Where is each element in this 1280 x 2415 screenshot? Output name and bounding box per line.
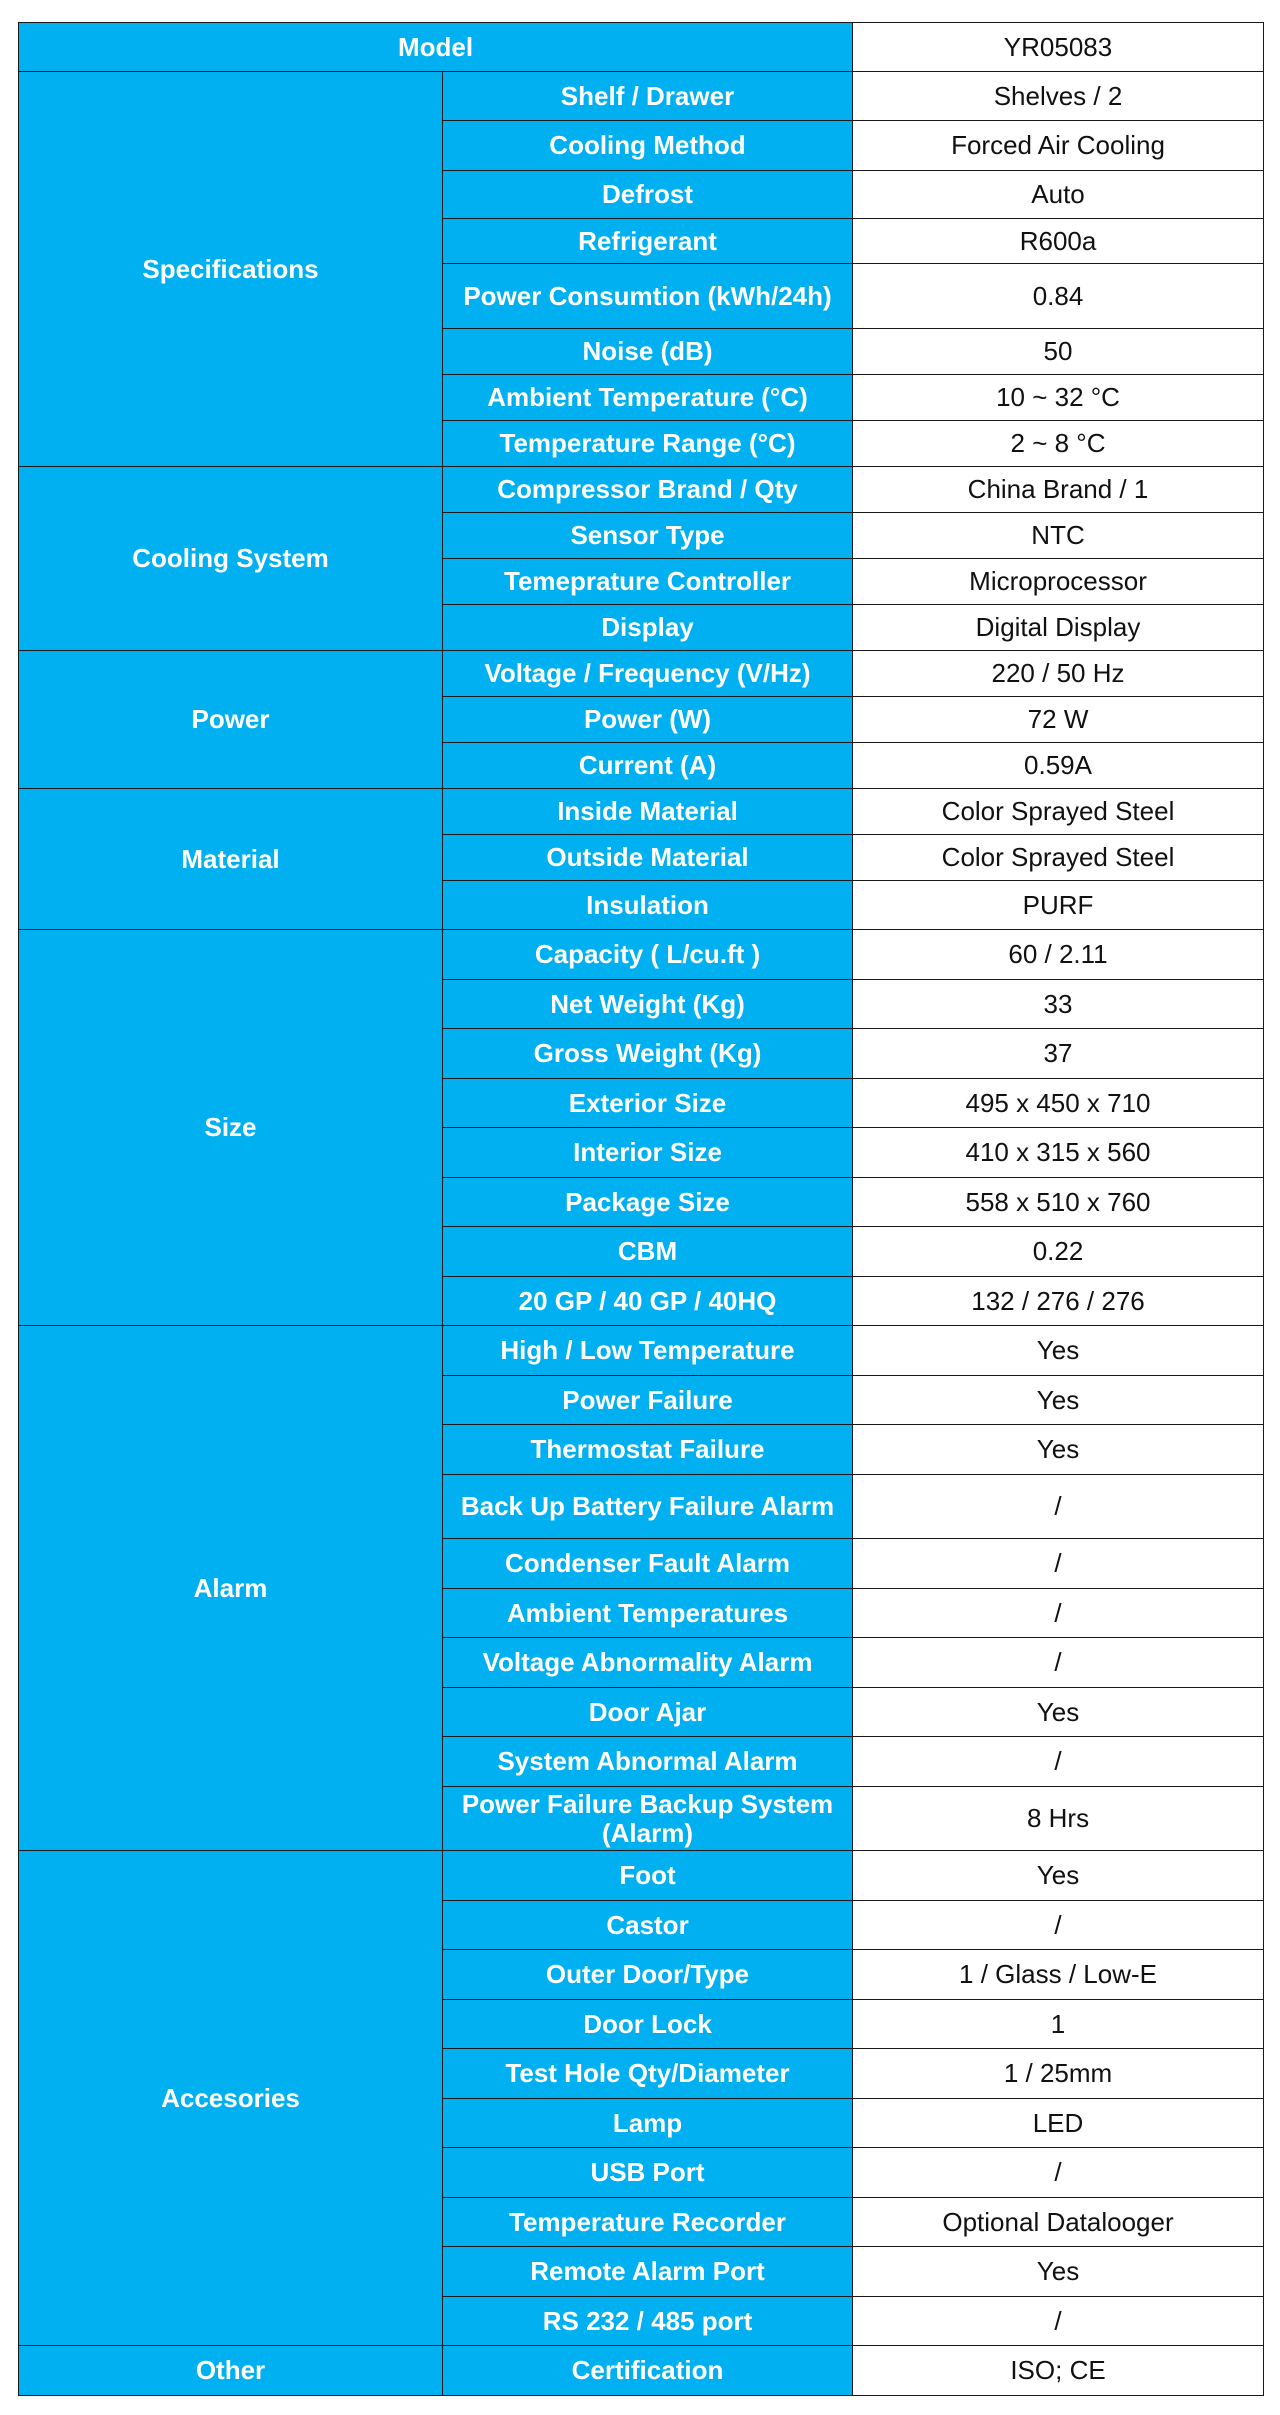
attribute-cell: Back Up Battery Failure Alarm [443, 1475, 853, 1539]
attribute-cell: Door Ajar [443, 1688, 853, 1737]
value-cell: 1 / Glass / Low-E [853, 1950, 1264, 2000]
value-cell: 558 x 510 x 760 [853, 1178, 1264, 1227]
attribute-cell: Inside Material [443, 789, 853, 835]
value-cell: China Brand / 1 [853, 467, 1264, 513]
value-cell: / [853, 2297, 1264, 2346]
attribute-cell: Temperature Recorder [443, 2198, 853, 2247]
spec-row [19, 1326, 1264, 1376]
value-cell: 1 [853, 2000, 1264, 2049]
value-cell: 220 / 50 Hz [853, 651, 1264, 697]
spec-row [19, 2346, 1264, 2396]
value-cell: R600a [853, 219, 1264, 264]
attribute-cell: Ambient Temperatures [443, 1589, 853, 1638]
model-row [19, 23, 1264, 72]
attribute-cell: Power Consumtion (kWh/24h) [443, 264, 853, 329]
model-value: YR05083 [853, 23, 1264, 72]
spec-row [19, 789, 1264, 835]
attribute-cell: Castor [443, 1901, 853, 1950]
attribute-cell: Remote Alarm Port [443, 2247, 853, 2297]
attribute-cell: Voltage Abnormality Alarm [443, 1638, 853, 1688]
category-cell: Other [19, 2346, 443, 2396]
attribute-cell: Compressor Brand / Qty [443, 467, 853, 513]
model-label: Model [19, 23, 853, 72]
spec-row [19, 651, 1264, 697]
spec-row [19, 72, 1264, 121]
attribute-cell: Gross Weight (Kg) [443, 1029, 853, 1079]
attribute-cell: Outside Material [443, 835, 853, 881]
value-cell: / [853, 2148, 1264, 2198]
value-cell: Yes [853, 2247, 1264, 2297]
value-cell: Digital Display [853, 605, 1264, 651]
value-cell: 495 x 450 x 710 [853, 1079, 1264, 1128]
value-cell: 0.22 [853, 1227, 1264, 1277]
value-cell: Yes [853, 1851, 1264, 1901]
attribute-cell: Exterior Size [443, 1079, 853, 1128]
value-cell: ISO; CE [853, 2346, 1264, 2396]
attribute-cell: Foot [443, 1851, 853, 1901]
value-cell: 37 [853, 1029, 1264, 1079]
value-cell: / [853, 1737, 1264, 1787]
value-cell: / [853, 1475, 1264, 1539]
spec-table [18, 22, 1264, 2396]
attribute-cell: Refrigerant [443, 219, 853, 264]
value-cell: PURF [853, 881, 1264, 930]
attribute-cell: Lamp [443, 2099, 853, 2148]
attribute-cell: CBM [443, 1227, 853, 1277]
attribute-cell: System Abnormal Alarm [443, 1737, 853, 1787]
value-cell: / [853, 1589, 1264, 1638]
attribute-cell: Interior Size [443, 1128, 853, 1178]
spec-row [19, 930, 1264, 980]
value-cell: Microprocessor [853, 559, 1264, 605]
attribute-cell: 20 GP / 40 GP / 40HQ [443, 1277, 853, 1326]
value-cell: 1 / 25mm [853, 2049, 1264, 2099]
value-cell: 33 [853, 980, 1264, 1029]
attribute-cell: Sensor Type [443, 513, 853, 559]
value-cell: Forced Air Cooling [853, 121, 1264, 171]
value-cell: Yes [853, 1326, 1264, 1376]
attribute-cell: Outer Door/Type [443, 1950, 853, 2000]
category-cell: Material [19, 789, 443, 930]
value-cell: 132 / 276 / 276 [853, 1277, 1264, 1326]
value-cell: / [853, 1901, 1264, 1950]
attribute-cell: Shelf / Drawer [443, 72, 853, 121]
attribute-cell: Door Lock [443, 2000, 853, 2049]
attribute-cell: Net Weight (Kg) [443, 980, 853, 1029]
value-cell: 10 ~ 32 °C [853, 375, 1264, 421]
category-cell: Accesories [19, 1851, 443, 2346]
attribute-cell: Temperature Range (°C) [443, 421, 853, 467]
value-cell: / [853, 1638, 1264, 1688]
attribute-cell: Cooling Method [443, 121, 853, 171]
category-cell: Power [19, 651, 443, 789]
attribute-cell: Power (W) [443, 697, 853, 743]
category-cell: Size [19, 930, 443, 1326]
value-cell: 8 Hrs [853, 1787, 1264, 1851]
value-cell: Color Sprayed Steel [853, 835, 1264, 881]
category-cell: Cooling System [19, 467, 443, 651]
value-cell: 410 x 315 x 560 [853, 1128, 1264, 1178]
attribute-cell: Power Failure Backup System (Alarm) [443, 1787, 853, 1851]
attribute-cell: Package Size [443, 1178, 853, 1227]
attribute-cell: Ambient Temperature (°C) [443, 375, 853, 421]
attribute-cell: High / Low Temperature [443, 1326, 853, 1376]
attribute-cell: Test Hole Qty/Diameter [443, 2049, 853, 2099]
spec-table-body [19, 23, 1264, 2396]
attribute-cell: Defrost [443, 171, 853, 219]
spec-row [19, 467, 1264, 513]
value-cell: Color Sprayed Steel [853, 789, 1264, 835]
attribute-cell: Voltage / Frequency (V/Hz) [443, 651, 853, 697]
value-cell: 72 W [853, 697, 1264, 743]
spec-row [19, 1851, 1264, 1901]
value-cell: 0.84 [853, 264, 1264, 329]
value-cell: Yes [853, 1688, 1264, 1737]
attribute-cell: Noise (dB) [443, 329, 853, 375]
value-cell: Optional Datalooger [853, 2198, 1264, 2247]
value-cell: 60 / 2.11 [853, 930, 1264, 980]
attribute-cell: Thermostat Failure [443, 1425, 853, 1475]
attribute-cell: RS 232 / 485 port [443, 2297, 853, 2346]
attribute-cell: Capacity ( L/cu.ft ) [443, 930, 853, 980]
attribute-cell: USB Port [443, 2148, 853, 2198]
value-cell: Yes [853, 1376, 1264, 1425]
value-cell: 0.59A [853, 743, 1264, 789]
value-cell: 50 [853, 329, 1264, 375]
value-cell: / [853, 1539, 1264, 1589]
value-cell: 2 ~ 8 °C [853, 421, 1264, 467]
category-cell: Specifications [19, 72, 443, 467]
value-cell: LED [853, 2099, 1264, 2148]
value-cell: NTC [853, 513, 1264, 559]
value-cell: Auto [853, 171, 1264, 219]
attribute-cell: Power Failure [443, 1376, 853, 1425]
attribute-cell: Certification [443, 2346, 853, 2396]
category-cell: Alarm [19, 1326, 443, 1851]
attribute-cell: Current (A) [443, 743, 853, 789]
attribute-cell: Temeprature Controller [443, 559, 853, 605]
attribute-cell: Insulation [443, 881, 853, 930]
value-cell: Shelves / 2 [853, 72, 1264, 121]
attribute-cell: Display [443, 605, 853, 651]
attribute-cell: Condenser Fault Alarm [443, 1539, 853, 1589]
value-cell: Yes [853, 1425, 1264, 1475]
